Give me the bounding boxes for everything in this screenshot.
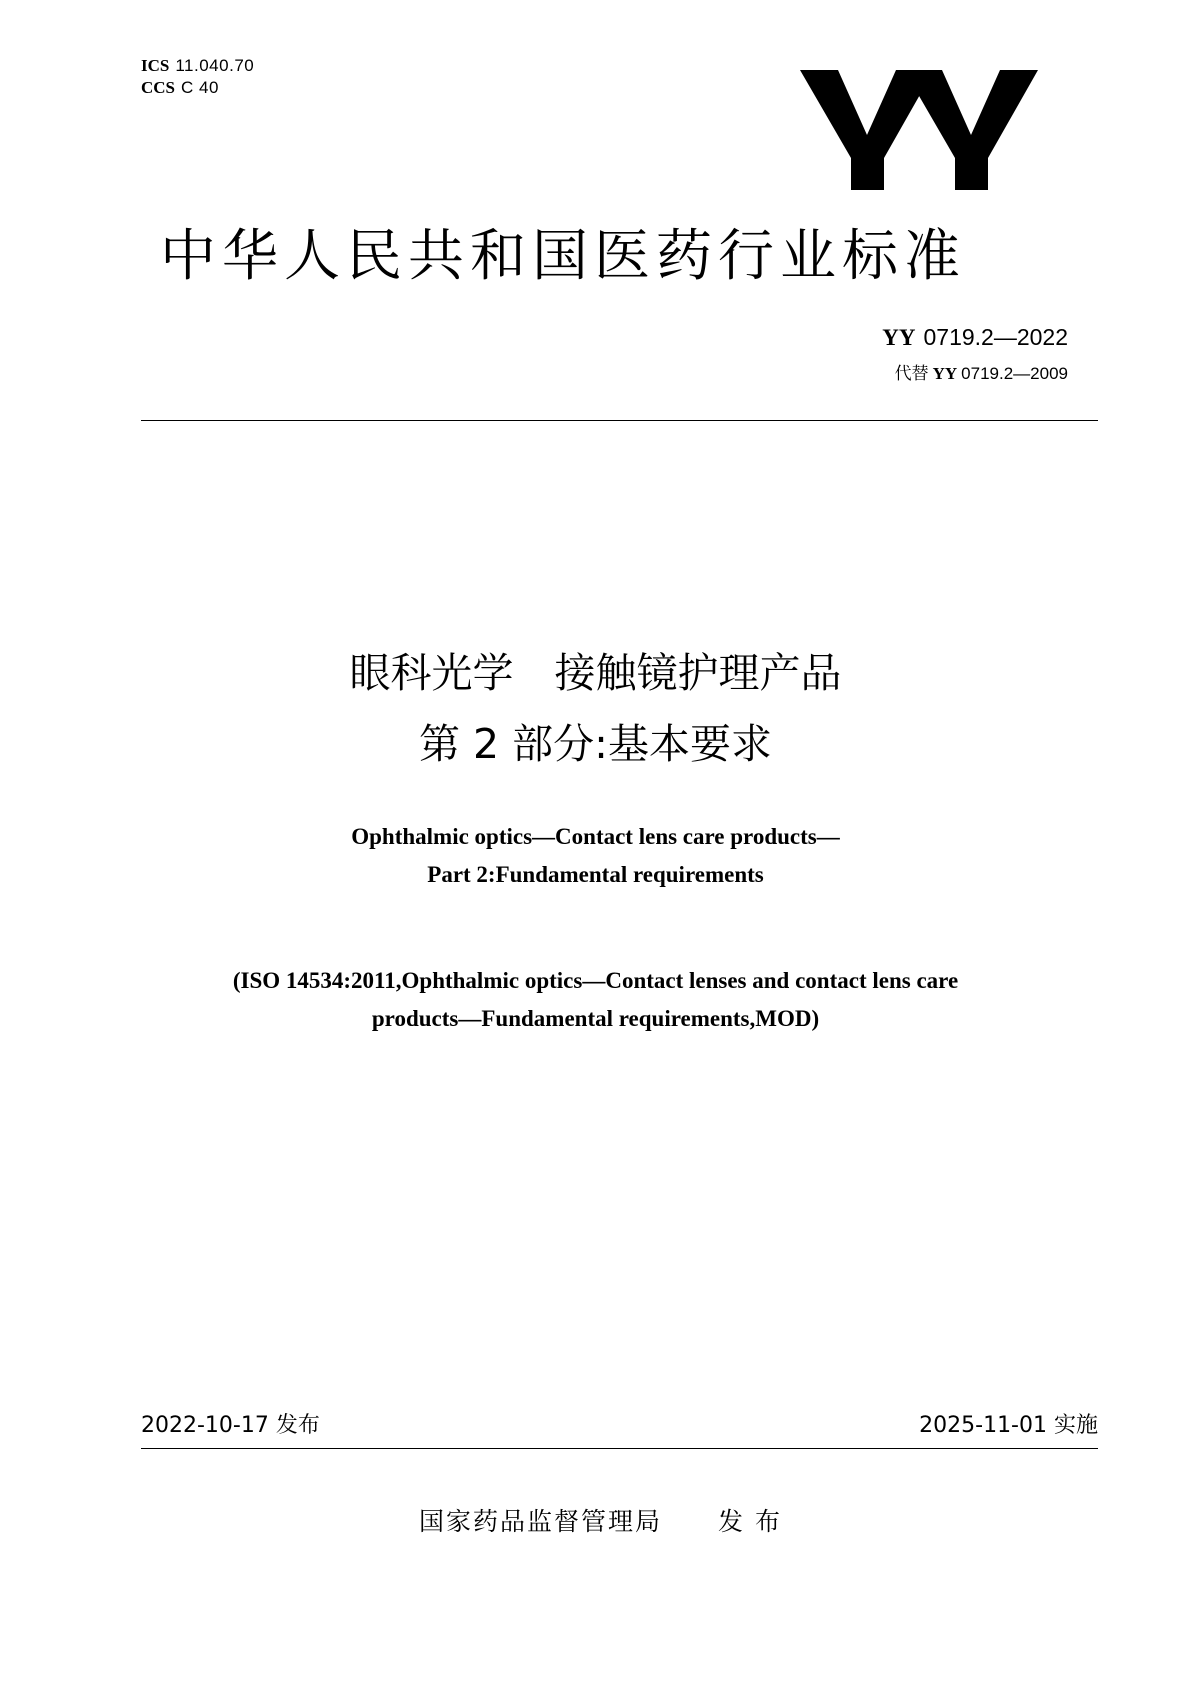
iso-reference-line1: (ISO 14534:2011,Ophthalmic optics—Contact lenses and contact lens care: [232, 968, 959, 993]
ics-code: [141, 56, 254, 76]
title-cn-line1: 眼科光学 接触镜护理产品: [349, 649, 842, 697]
header-divider: [141, 420, 1098, 421]
standard-number-value: 0719.2—2022: [923, 324, 1068, 350]
publisher-line: [419, 1506, 792, 1538]
ccs-label: CCS: [141, 78, 176, 97]
ccs-value: C 40: [181, 78, 219, 97]
title-cn-line2: 第 2 部分:基本要求: [419, 720, 772, 768]
standard-number-prefix: YY: [882, 325, 916, 350]
iso-reference-line2: products—Fundamental requirements,MOD): [371, 1006, 820, 1031]
publisher-name: 国家药品监督管理局: [419, 1507, 663, 1536]
ics-label: ICS: [141, 56, 170, 75]
replaces-label: 代替: [894, 364, 929, 383]
standard-number: [882, 322, 1068, 353]
replaces-prefix: YY: [932, 364, 958, 383]
replaces-line: [895, 362, 1068, 386]
standard-type-title: 中华人民共和国医药行业标准: [160, 224, 966, 289]
publisher-action: 发布: [718, 1507, 793, 1536]
title-en-line1: Ophthalmic optics—Contact lens care products—: [351, 824, 840, 849]
footer-divider: [141, 1448, 1098, 1449]
ics-value: 11.040.70: [175, 56, 255, 75]
issue-date: 2022-10-17 发布: [141, 1413, 320, 1438]
title-en-line2: Part 2:Fundamental requirements: [427, 862, 764, 887]
ccs-code: [141, 78, 219, 98]
standard-mark-logo: [800, 50, 1040, 200]
effective-date: 2025-11-01 实施: [919, 1413, 1098, 1438]
replaces-number: 0719.2—2009: [961, 364, 1068, 383]
